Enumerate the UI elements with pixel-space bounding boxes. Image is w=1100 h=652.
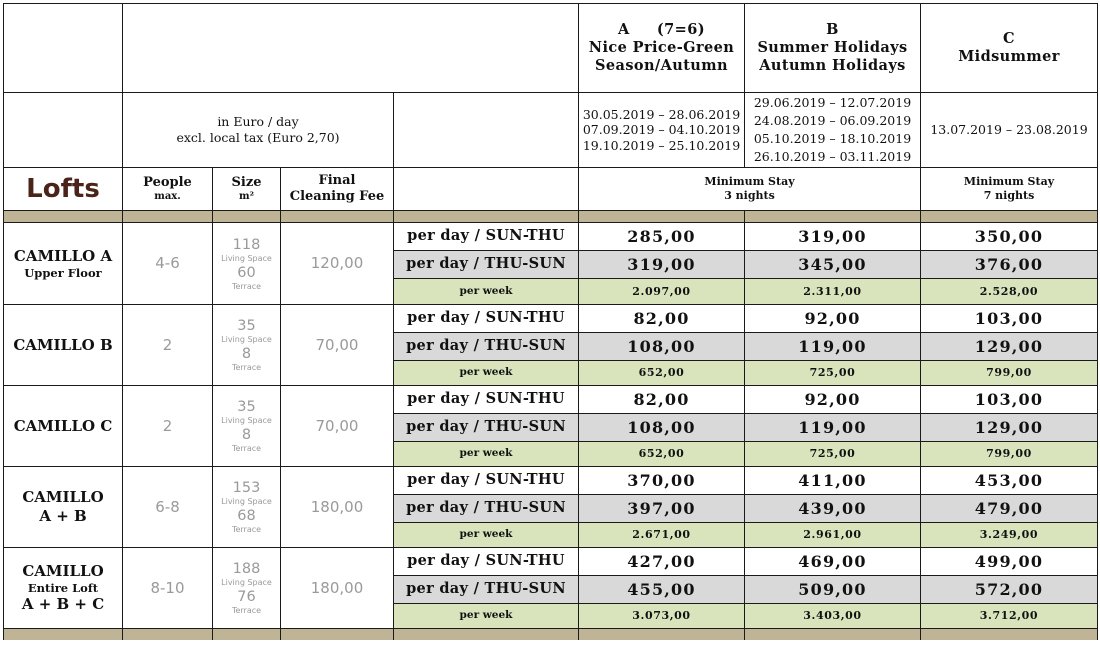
loft-name [4, 548, 123, 629]
minstay-ab-line2: 3 nights [724, 189, 775, 202]
loft-name [4, 223, 123, 305]
living-space-label: Living Space [221, 253, 272, 263]
loft-row-camillo-a [4, 223, 1098, 251]
price-a-thu-sun: 455,00 [579, 576, 745, 604]
price-c-sun-thu: 350,00 [921, 223, 1098, 251]
season-b-letter: B [826, 20, 839, 38]
empty-cell [394, 168, 579, 211]
price-b-week: 2.961,00 [745, 523, 921, 548]
price-a-sun-thu: 82,00 [579, 305, 745, 333]
price-a-sun-thu: 285,00 [579, 223, 745, 251]
period-thu-sun: per day / THU-SUN [394, 333, 579, 361]
people-sub-label: max. [154, 190, 181, 202]
price-b-thu-sun: 345,00 [745, 251, 921, 279]
price-a-sun-thu: 427,00 [579, 548, 745, 576]
period-thu-sun: per day / THU-SUN [394, 414, 579, 442]
size-header [213, 168, 281, 211]
price-c-sun-thu: 499,00 [921, 548, 1098, 576]
price-c-week: 799,00 [921, 361, 1098, 386]
price-b-thu-sun: 119,00 [745, 414, 921, 442]
cleaning-fee-header [281, 168, 394, 211]
size-value [213, 548, 281, 629]
period-sun-thu: per day / SUN-THU [394, 467, 579, 495]
price-b-thu-sun: 509,00 [745, 576, 921, 604]
period-week: per week [394, 279, 579, 305]
bottom-separator-row [4, 629, 1098, 641]
living-size: 153 [232, 480, 261, 497]
price-a-thu-sun: 319,00 [579, 251, 745, 279]
loft-name-sub: Entire Loft [27, 580, 99, 595]
season-c-name-line1: Midsummer [958, 48, 1060, 65]
loft-row-camillo-b [4, 305, 1098, 333]
season-c-header [921, 4, 1098, 93]
minstay-ab-line1: Minimum Stay [704, 175, 795, 189]
price-b-week: 725,00 [745, 361, 921, 386]
minimum-stay-c [921, 168, 1098, 211]
price-a-week: 652,00 [579, 442, 745, 467]
cleaning-label-line1: Final [318, 172, 356, 188]
season-a-name-line2: Season/Autumn [595, 57, 728, 75]
period-sun-thu: per day / SUN-THU [394, 223, 579, 251]
season-c-dates [921, 93, 1098, 168]
loft-row-camillo-ab [4, 467, 1098, 495]
date-range: 30.05.2019 – 28.06.2019 [582, 106, 741, 122]
people-header [123, 168, 213, 211]
separator-row [4, 211, 1098, 223]
terrace-size: 76 [237, 589, 256, 605]
living-size: 188 [232, 561, 261, 578]
terrace-size: 68 [237, 508, 256, 524]
price-c-thu-sun: 376,00 [921, 251, 1098, 279]
loft-name-main: CAMILLO B [13, 335, 113, 354]
price-b-thu-sun: 119,00 [745, 333, 921, 361]
column-header-row [4, 168, 1098, 211]
people-value: 2 [123, 386, 213, 467]
price-c-thu-sun: 129,00 [921, 333, 1098, 361]
empty-corner-cell [4, 4, 123, 93]
size-value [213, 467, 281, 548]
loft-row-camillo-abc [4, 548, 1098, 576]
price-a-sun-thu: 82,00 [579, 386, 745, 414]
living-size: 118 [232, 236, 261, 253]
cleaning-fee-value: 180,00 [281, 548, 394, 629]
price-c-thu-sun: 572,00 [921, 576, 1098, 604]
living-space-label: Living Space [221, 335, 272, 345]
cleaning-label-line2: Cleaning Fee [289, 189, 385, 204]
people-value: 2 [123, 305, 213, 386]
price-c-week: 2.528,00 [921, 279, 1098, 305]
price-c-week: 799,00 [921, 442, 1098, 467]
period-sun-thu: per day / SUN-THU [394, 548, 579, 576]
living-size: 35 [237, 318, 256, 335]
loft-row-camillo-c [4, 386, 1098, 414]
cleaning-fee-value: 180,00 [281, 467, 394, 548]
period-thu-sun: per day / THU-SUN [394, 495, 579, 523]
cleaning-fee-value: 70,00 [281, 305, 394, 386]
price-c-week: 3.712,00 [921, 604, 1098, 629]
size-value [213, 223, 281, 305]
price-b-thu-sun: 439,00 [745, 495, 921, 523]
note-line2: excl. local tax (Euro 2,70) [176, 130, 340, 145]
minimum-stay-ab [579, 168, 921, 211]
season-c-letter: C [1003, 29, 1015, 47]
living-space-label: Living Space [221, 497, 272, 507]
season-b-name-line1: Summer Holidays [757, 38, 908, 56]
price-c-sun-thu: 453,00 [921, 467, 1098, 495]
cleaning-fee-value: 70,00 [281, 386, 394, 467]
people-value: 8-10 [123, 548, 213, 629]
loft-name-sub: Upper Floor [24, 265, 102, 280]
minstay-c-line2: 7 nights [983, 189, 1035, 202]
period-thu-sun: per day / THU-SUN [394, 576, 579, 604]
price-b-sun-thu: 92,00 [745, 386, 921, 414]
price-a-thu-sun: 397,00 [579, 495, 745, 523]
date-range: 05.10.2019 – 18.10.2019 [753, 131, 912, 146]
loft-name-main: CAMILLO [22, 562, 104, 581]
terrace-label: Terrace [231, 525, 262, 535]
loft-name-units: A + B + C [21, 595, 105, 614]
loft-name [4, 467, 123, 548]
empty-header-cell [123, 4, 579, 93]
dates-row [4, 93, 1098, 168]
period-week: per week [394, 523, 579, 548]
season-a-letter: A (7=6) [618, 20, 705, 38]
terrace-label: Terrace [231, 444, 262, 454]
terrace-label: Terrace [231, 363, 262, 373]
date-range: 29.06.2019 – 12.07.2019 [753, 94, 912, 110]
season-b-header [745, 4, 921, 93]
price-a-thu-sun: 108,00 [579, 414, 745, 442]
size-label: Size [231, 174, 262, 190]
price-c-week: 3.249,00 [921, 523, 1098, 548]
price-a-sun-thu: 370,00 [579, 467, 745, 495]
date-range: 13.07.2019 – 23.08.2019 [930, 122, 1088, 138]
minstay-c-line1: Minimum Stay [963, 175, 1055, 189]
price-c-thu-sun: 129,00 [921, 414, 1098, 442]
loft-name-main: CAMILLO [22, 488, 104, 507]
price-table [3, 3, 1098, 640]
season-b-name-line2: Autumn Holidays [759, 57, 906, 75]
price-a-thu-sun: 108,00 [579, 333, 745, 361]
period-sun-thu: per day / SUN-THU [394, 305, 579, 333]
period-thu-sun: per day / THU-SUN [394, 251, 579, 279]
currency-note [123, 93, 394, 168]
date-range: 24.08.2019 – 06.09.2019 [753, 112, 912, 128]
price-b-week: 3.403,00 [745, 604, 921, 629]
terrace-label: Terrace [231, 281, 262, 291]
price-c-sun-thu: 103,00 [921, 305, 1098, 333]
price-c-sun-thu: 103,00 [921, 386, 1098, 414]
size-value [213, 386, 281, 467]
season-header-row [4, 4, 1098, 93]
price-a-week: 2.671,00 [579, 523, 745, 548]
living-space-label: Living Space [221, 416, 272, 426]
note-line1: in Euro / day [217, 114, 299, 130]
loft-name-main: CAMILLO A [13, 246, 113, 265]
date-range: 07.09.2019 – 04.10.2019 [582, 122, 741, 138]
living-space-label: Living Space [221, 578, 272, 588]
price-a-week: 652,00 [579, 361, 745, 386]
living-size: 35 [237, 399, 256, 416]
price-a-week: 3.073,00 [579, 604, 745, 629]
season-a-header [579, 4, 745, 93]
terrace-size: 8 [241, 346, 252, 362]
loft-name-units: A + B [39, 507, 87, 525]
season-a-dates [579, 93, 745, 168]
loft-name-main: CAMILLO C [13, 416, 113, 435]
terrace-label: Terrace [231, 606, 262, 616]
size-unit-label: m² [239, 190, 254, 202]
period-sun-thu: per day / SUN-THU [394, 386, 579, 414]
price-a-week: 2.097,00 [579, 279, 745, 305]
people-label: People [143, 174, 192, 190]
cleaning-fee-value: 120,00 [281, 223, 394, 305]
people-value: 4-6 [123, 223, 213, 305]
loft-name [4, 386, 123, 467]
date-range: 26.10.2019 – 03.11.2019 [753, 149, 912, 165]
price-b-week: 2.311,00 [745, 279, 921, 305]
season-b-dates [745, 93, 921, 168]
empty-cell [4, 93, 123, 168]
price-b-sun-thu: 411,00 [745, 467, 921, 495]
price-b-week: 725,00 [745, 442, 921, 467]
price-c-thu-sun: 479,00 [921, 495, 1098, 523]
price-b-sun-thu: 319,00 [745, 223, 921, 251]
people-value: 6-8 [123, 467, 213, 548]
terrace-size: 8 [241, 427, 252, 443]
loft-name [4, 305, 123, 386]
terrace-size: 60 [237, 264, 256, 281]
price-b-sun-thu: 469,00 [745, 548, 921, 576]
season-a-name-line1: Nice Price-Green [588, 38, 735, 56]
lofts-title: Lofts [4, 168, 123, 211]
price-b-sun-thu: 92,00 [745, 305, 921, 333]
size-value [213, 305, 281, 386]
period-week: per week [394, 361, 579, 386]
empty-cell [394, 93, 579, 168]
period-week: per week [394, 442, 579, 467]
period-week: per week [394, 604, 579, 629]
date-range: 19.10.2019 – 25.10.2019 [582, 137, 741, 153]
